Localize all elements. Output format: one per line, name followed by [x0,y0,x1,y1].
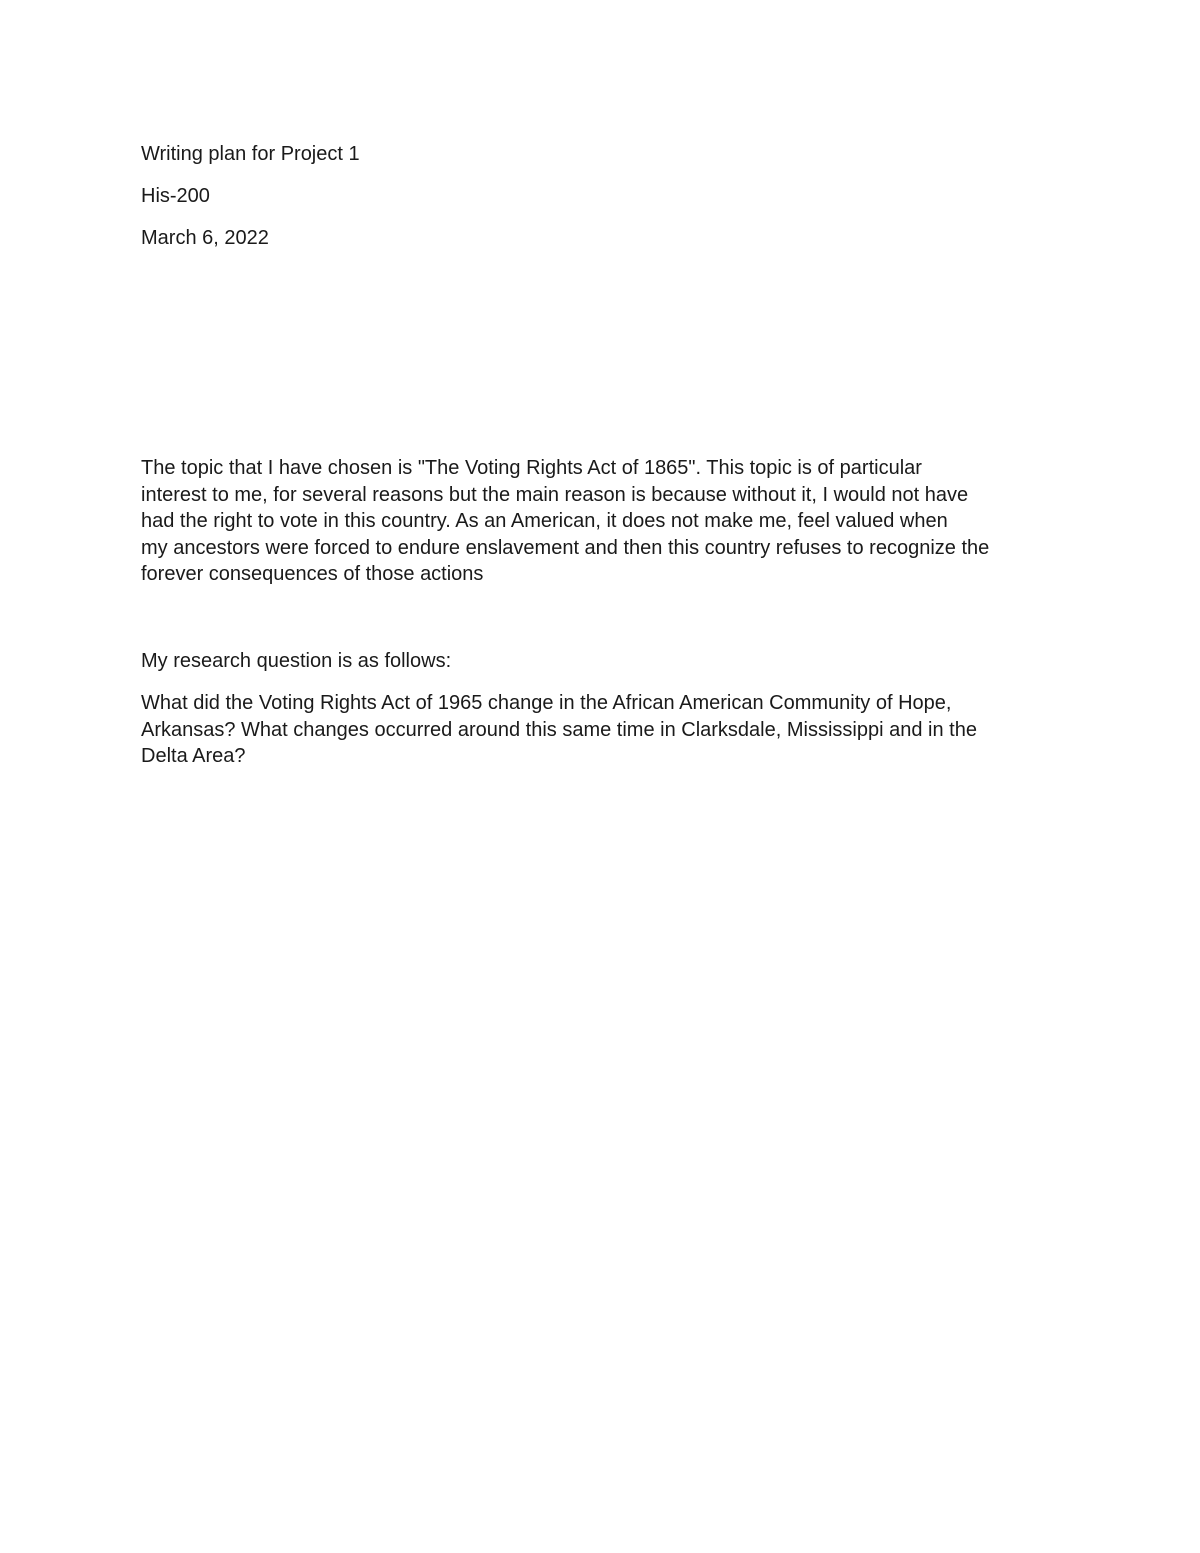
topic-paragraph-line: interest to me, for several reasons but the main reason is because without it, I would not have [141,483,969,506]
research-question-label: My research question is as follows: [141,650,452,672]
topic-paragraph-line: The topic that I have chosen is "The Voting Rights Act of 1865". This topic is of particular [141,457,922,479]
document-date: March 6, 2022 [141,227,269,249]
topic-paragraph [141,455,1071,588]
research-question-line: Arkansas? What changes occurred around this same time in Clarksdale, Mississippi and in the [141,718,977,741]
topic-paragraph-line: had the right to vote in this country. As an American, it does not make me, feel valued when [141,510,948,533]
research-question-line: What did the Voting Rights Act of 1965 change in the African American Community of Hope, [141,692,952,714]
course-code: His-200 [141,185,210,207]
topic-paragraph-line: forever consequences of those actions [141,563,484,586]
topic-paragraph-line: my ancestors were forced to endure enslavement and then this country refuses to recognize the [141,536,990,559]
research-question-line: Delta Area? [141,745,246,768]
document-title: Writing plan for Project 1 [141,143,360,165]
research-question-paragraph [141,690,1071,770]
